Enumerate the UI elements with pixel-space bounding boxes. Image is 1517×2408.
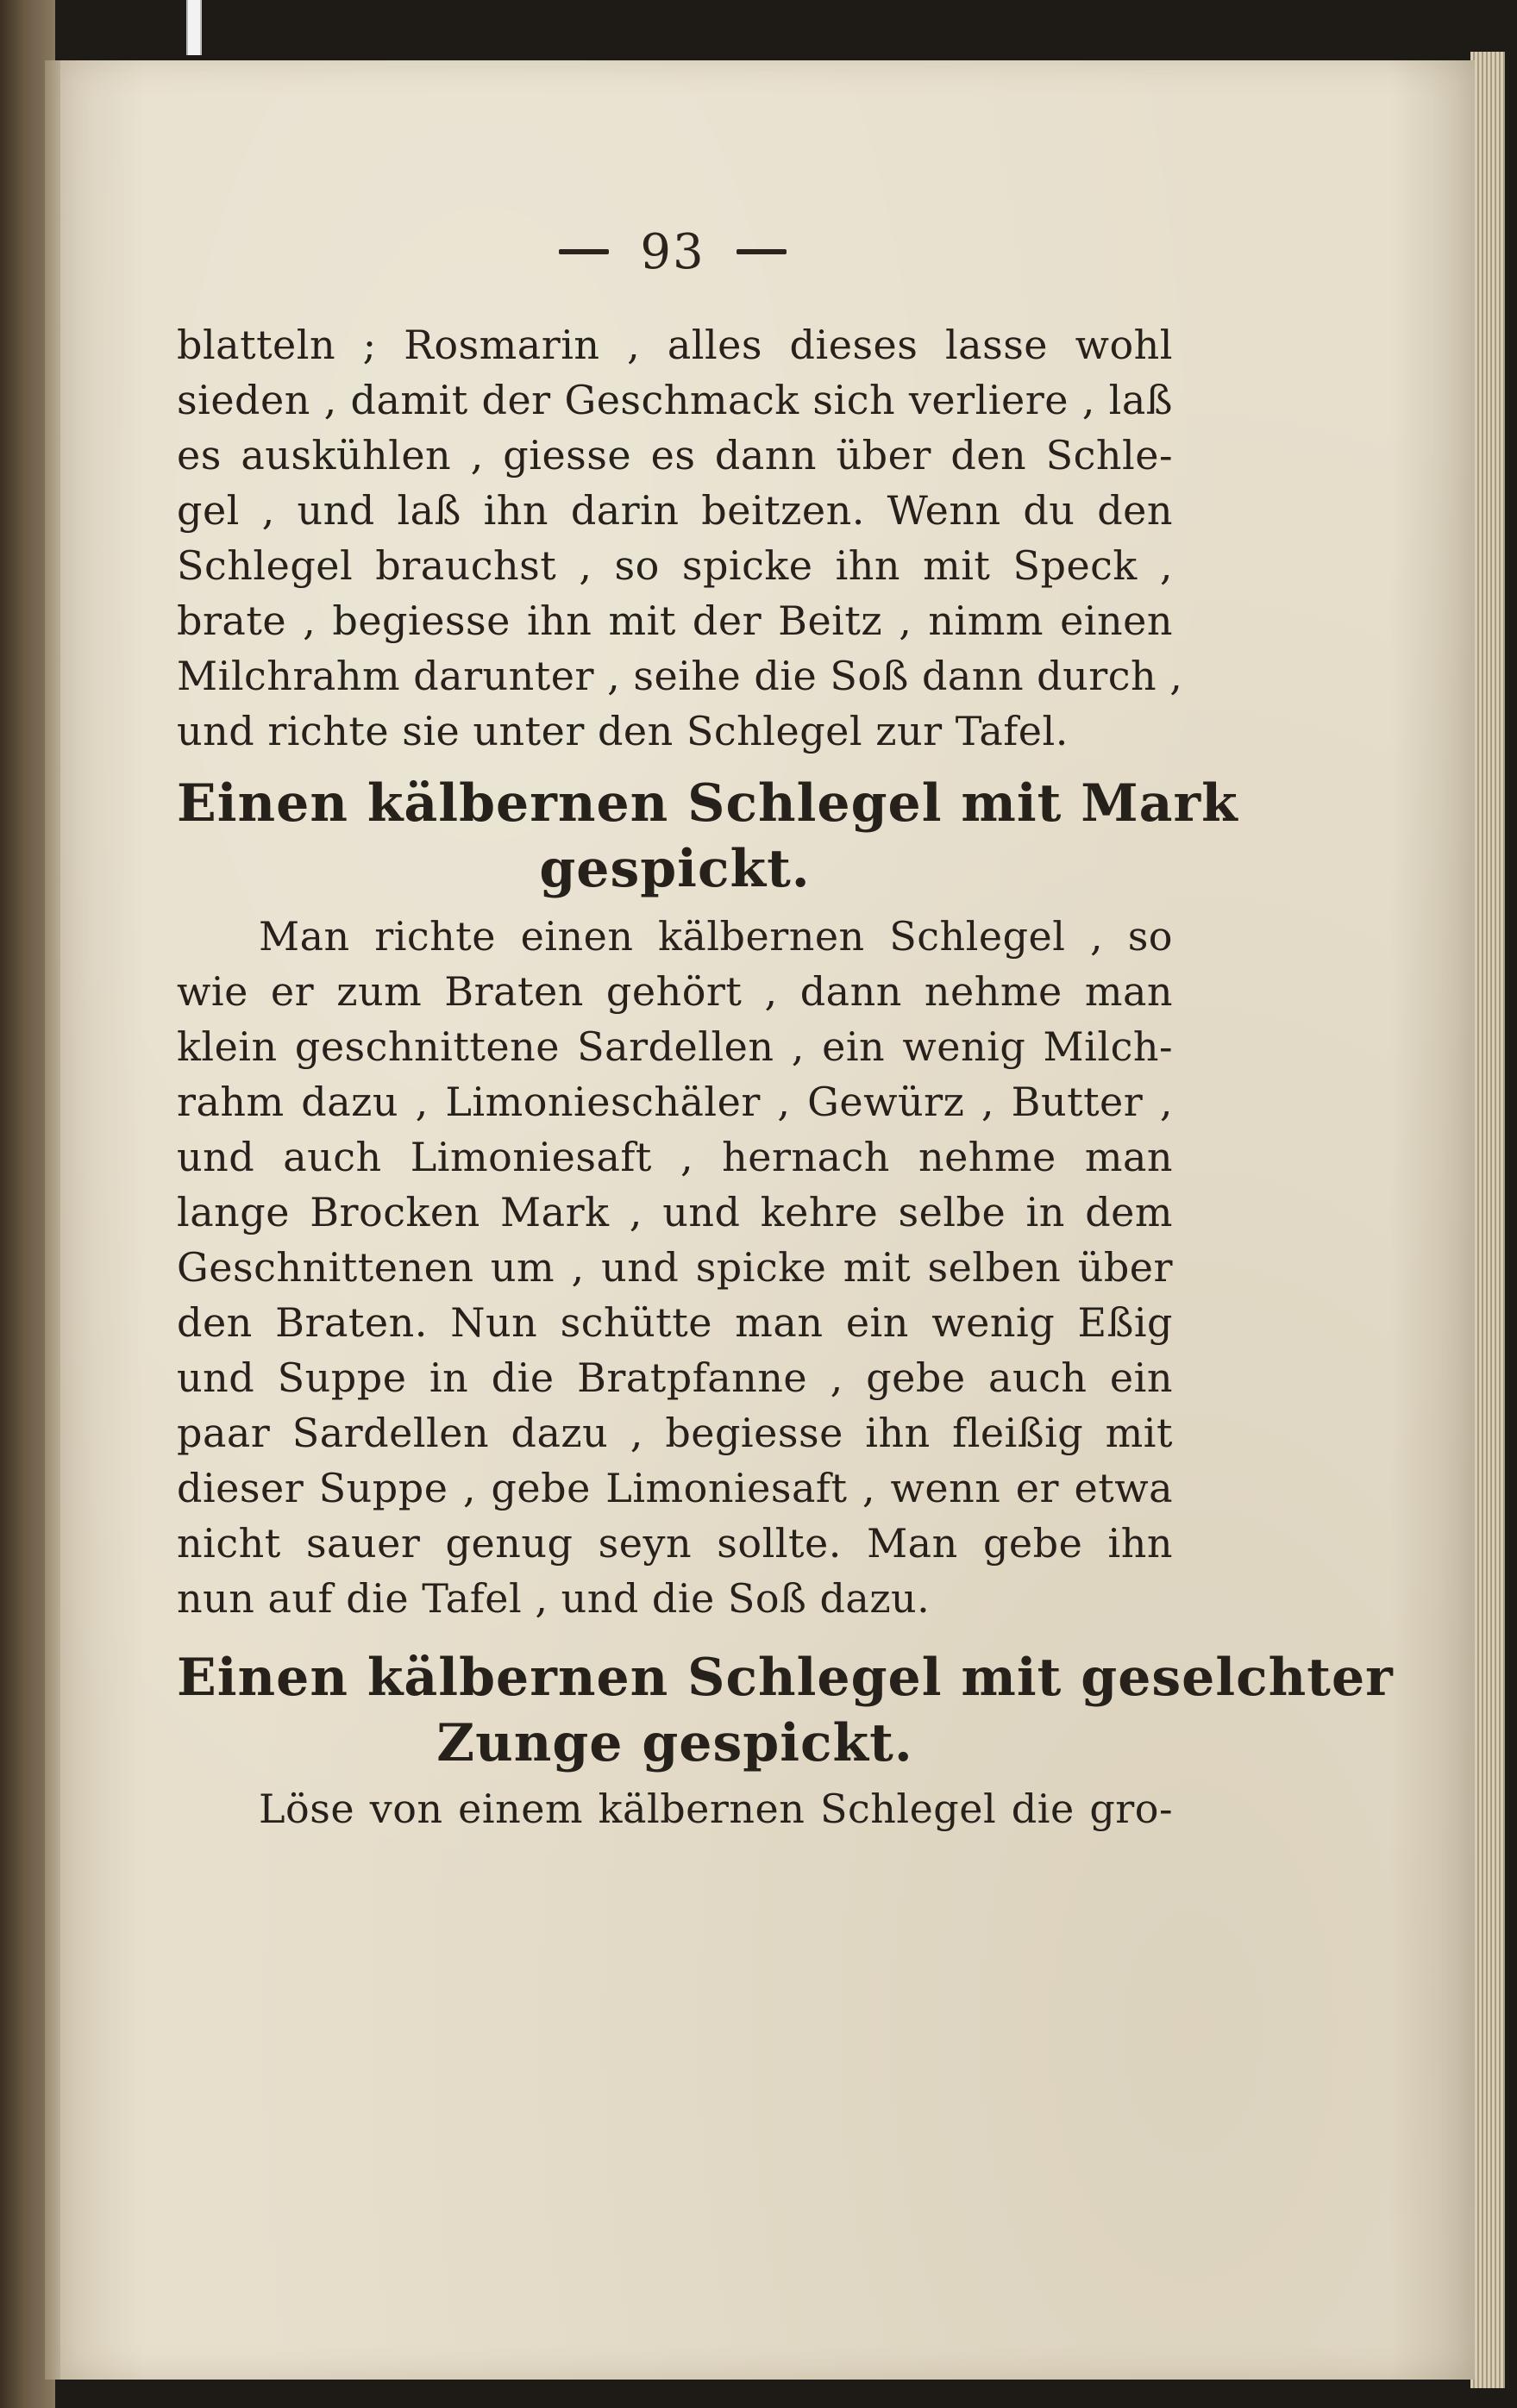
text-line: nicht sauer genug seyn sollte. Man gebe ihn bbox=[177, 1520, 1173, 1567]
page-stack-edges bbox=[1470, 52, 1505, 2388]
text-line: sieden , damit der Geschmack sich verliere , laß bbox=[177, 377, 1173, 423]
heading-line: Zunge gespickt. bbox=[436, 1713, 913, 1773]
text-line: Schlegel brauchst , so spicke ihn mit Speck , bbox=[177, 542, 1173, 589]
text-line: lange Brocken Mark , und kehre selbe in dem bbox=[177, 1189, 1173, 1235]
page-text bbox=[177, 317, 1394, 1836]
text-line: es auskühlen , giesse es dann über den Schle- bbox=[177, 432, 1173, 478]
text-line: gel , und laß ihn darin beitzen. Wenn du den bbox=[177, 487, 1173, 534]
text-line: Geschnittenen um , und spicke mit selben über bbox=[177, 1244, 1173, 1291]
text-line: und auch Limoniesaft , hernach nehme man bbox=[177, 1134, 1173, 1180]
running-head bbox=[517, 217, 828, 286]
recipe-paragraph-mark bbox=[177, 909, 1173, 1626]
recipe-paragraph-geselchter-zunge bbox=[177, 1781, 1173, 1836]
heading-line: Einen kälbernen Schlegel mit geselchter bbox=[177, 1648, 1394, 1708]
text-line: wie er zum Braten gehört , dann nehme man bbox=[177, 968, 1173, 1015]
text-line: paar Sardellen dazu , begiesse ihn fleißig mit bbox=[177, 1410, 1173, 1456]
text-line: und Suppe in die Bratpfanne , gebe auch ein bbox=[177, 1354, 1173, 1401]
recipe-heading-geselchter-zunge bbox=[177, 1645, 1394, 1776]
text-line: Löse von einem kälbernen Schlegel die gro- bbox=[259, 1786, 1173, 1832]
text-line: rahm dazu , Limonieschäler , Gewürz , Butter , bbox=[177, 1079, 1173, 1125]
text-line: klein geschnittene Sardellen , ein wenig Milch- bbox=[177, 1023, 1173, 1070]
scan-ruler-mark bbox=[186, 0, 202, 55]
text-line: und richte sie unter den Schlegel zur Tafel. bbox=[177, 708, 1069, 754]
right-dash bbox=[737, 249, 787, 254]
text-line: Milchrahm darunter , seihe die Soß dann durch , bbox=[177, 653, 1183, 699]
text-line: brate , begiesse ihn mit der Beitz , nimm einen bbox=[177, 597, 1173, 644]
text-line: Man richte einen kälbernen Schlegel , so bbox=[259, 913, 1173, 960]
heading-line: gespickt. bbox=[539, 839, 811, 899]
continuation-paragraph bbox=[177, 317, 1183, 759]
text-line: nun auf die Tafel , und die Soß dazu. bbox=[177, 1575, 931, 1622]
page-number: 93 bbox=[640, 223, 705, 280]
left-dash bbox=[559, 249, 609, 254]
text-line: blatteln ; Rosmarin , alles dieses lasse wohl bbox=[177, 322, 1173, 368]
recipe-heading-mark bbox=[177, 771, 1238, 902]
heading-line: Einen kälbernen Schlegel mit Mark bbox=[177, 773, 1238, 834]
text-line: den Braten. Nun schütte man ein wenig Eßig bbox=[177, 1299, 1173, 1346]
text-line: dieser Suppe , gebe Limoniesaft , wenn er etwa bbox=[177, 1465, 1173, 1511]
